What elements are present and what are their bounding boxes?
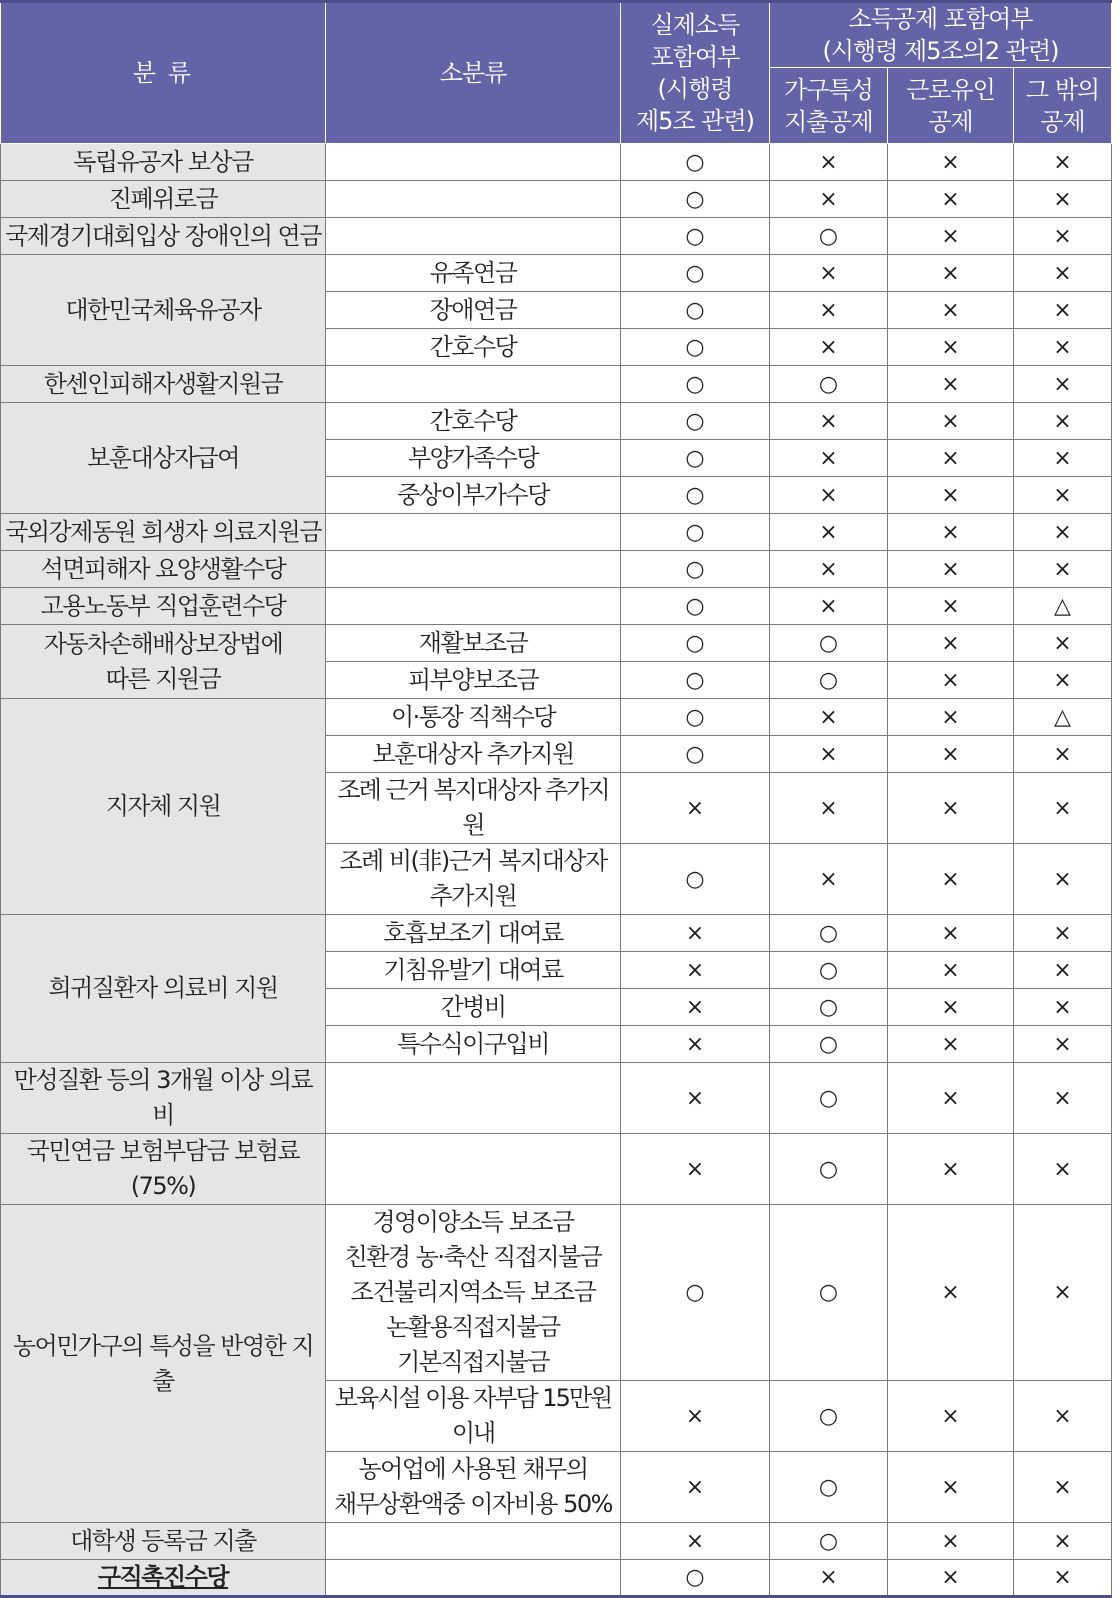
- actual-income-mark: ○: [621, 440, 770, 477]
- actual-income-mark: ×: [621, 1381, 770, 1452]
- subcategory-cell: 이·통장 직책수당: [326, 699, 621, 736]
- household-mark: ○: [770, 1205, 888, 1381]
- header-deduction-group: 소득공제 포함여부 (시행령 제5조의2 관련): [770, 2, 1112, 68]
- subcategory-cell: 기침유발기 대여료: [326, 952, 621, 989]
- table-row: [1, 144, 1112, 181]
- work-mark: ×: [888, 1560, 1014, 1597]
- actual-income-mark: ×: [621, 1026, 770, 1063]
- actual-income-mark: ×: [621, 1063, 770, 1134]
- table-row: [1, 1205, 1112, 1381]
- work-mark: ×: [888, 144, 1014, 181]
- actual-income-mark: ×: [621, 915, 770, 952]
- table-row: [1, 366, 1112, 403]
- actual-income-mark: ○: [621, 181, 770, 218]
- subcategory-cell: 보육시설 이용 자부담 15만원 이내: [326, 1381, 621, 1452]
- actual-income-mark: ○: [621, 699, 770, 736]
- actual-income-mark: ○: [621, 662, 770, 699]
- table-row: [1, 1523, 1112, 1560]
- actual-income-mark: ○: [621, 1205, 770, 1381]
- category-cell: 독립유공자 보상금: [1, 144, 326, 181]
- other-mark: ×: [1014, 1381, 1112, 1452]
- work-mark: ×: [888, 773, 1014, 844]
- work-mark: ×: [888, 1134, 1014, 1205]
- category-cell: 한센인피해자생활지원금: [1, 366, 326, 403]
- table-row: [1, 181, 1112, 218]
- household-mark: ×: [770, 292, 888, 329]
- table-row: [1, 551, 1112, 588]
- table-row: [1, 588, 1112, 625]
- other-mark: ×: [1014, 366, 1112, 403]
- actual-income-mark: ×: [621, 952, 770, 989]
- actual-income-mark: ○: [621, 292, 770, 329]
- actual-income-mark: ○: [621, 736, 770, 773]
- work-mark: ×: [888, 440, 1014, 477]
- other-mark: ×: [1014, 144, 1112, 181]
- other-mark: ×: [1014, 440, 1112, 477]
- subcategory-cell: [326, 181, 621, 218]
- household-mark: ○: [770, 662, 888, 699]
- category-cell: 진폐위로금: [1, 181, 326, 218]
- household-mark: ×: [770, 477, 888, 514]
- actual-income-mark: ×: [621, 1452, 770, 1523]
- other-mark: ×: [1014, 292, 1112, 329]
- household-mark: ○: [770, 1381, 888, 1452]
- household-mark: ○: [770, 1026, 888, 1063]
- other-mark: ×: [1014, 1134, 1112, 1205]
- other-mark: ×: [1014, 625, 1112, 662]
- other-mark: ×: [1014, 915, 1112, 952]
- work-mark: ×: [888, 551, 1014, 588]
- table-row: [1, 1134, 1112, 1205]
- work-mark: ×: [888, 1452, 1014, 1523]
- category-cell: 대한민국체육유공자: [1, 255, 326, 366]
- work-mark: ×: [888, 662, 1014, 699]
- header-actual-income: 실제소득 포함여부 (시행령 제5조 관련): [621, 2, 770, 144]
- actual-income-mark: ×: [621, 1523, 770, 1560]
- work-mark: ×: [888, 1523, 1014, 1560]
- other-mark: ×: [1014, 989, 1112, 1026]
- work-mark: ×: [888, 1381, 1014, 1452]
- work-mark: ×: [888, 329, 1014, 366]
- actual-income-mark: ×: [621, 773, 770, 844]
- work-mark: ×: [888, 844, 1014, 915]
- category-cell: 국외강제동원 희생자 의료지원금: [1, 514, 326, 551]
- work-mark: ×: [888, 625, 1014, 662]
- subcategory-cell: [326, 144, 621, 181]
- category-cell: 대학생 등록금 지출: [1, 1523, 326, 1560]
- other-mark: ×: [1014, 736, 1112, 773]
- actual-income-mark: ×: [621, 1134, 770, 1205]
- work-mark: ×: [888, 989, 1014, 1026]
- household-mark: ×: [770, 773, 888, 844]
- subcategory-cell: [326, 1134, 621, 1205]
- job-seeking-allowance-label: 구직촉진수당: [97, 1563, 229, 1591]
- subcategory-cell: 조례 비(非)근거 복지대상자 추가지원: [326, 844, 621, 915]
- subcategory-cell: [326, 514, 621, 551]
- actual-income-mark: ○: [621, 514, 770, 551]
- actual-income-mark: ○: [621, 255, 770, 292]
- work-mark: ×: [888, 218, 1014, 255]
- subcategory-cell: 조례 근거 복지대상자 추가지원: [326, 773, 621, 844]
- household-mark: ×: [770, 844, 888, 915]
- work-mark: ×: [888, 915, 1014, 952]
- category-cell: 만성질환 등의 3개월 이상 의료비: [1, 1063, 326, 1134]
- actual-income-mark: ○: [621, 1560, 770, 1597]
- subcategory-cell: 경영이양소득 보조금 친환경 농·축산 직접지불금 조건불리지역소득 보조금 논활용직접지불금 기본직접지불금: [326, 1205, 621, 1381]
- other-mark: △: [1014, 588, 1112, 625]
- actual-income-mark: ○: [621, 366, 770, 403]
- subcategory-cell: 부양가족수당: [326, 440, 621, 477]
- subcategory-cell: 장애연금: [326, 292, 621, 329]
- actual-income-mark: ○: [621, 477, 770, 514]
- table-row: [1, 625, 1112, 662]
- header-other-deduction: 그 밖의 공제: [1014, 68, 1112, 144]
- table-row: [1, 255, 1112, 292]
- actual-income-mark: ○: [621, 403, 770, 440]
- household-mark: ×: [770, 514, 888, 551]
- other-mark: ×: [1014, 1560, 1112, 1597]
- household-mark: ×: [770, 551, 888, 588]
- work-mark: ×: [888, 255, 1014, 292]
- other-mark: ×: [1014, 477, 1112, 514]
- other-mark: ×: [1014, 514, 1112, 551]
- table-row: [1, 514, 1112, 551]
- work-mark: ×: [888, 514, 1014, 551]
- category-cell: 지자체 지원: [1, 699, 326, 915]
- table-row: [1, 699, 1112, 736]
- household-mark: ○: [770, 1063, 888, 1134]
- actual-income-mark: ○: [621, 588, 770, 625]
- household-mark: ○: [770, 366, 888, 403]
- header-subcategory: 소분류: [326, 2, 621, 144]
- actual-income-mark: ○: [621, 551, 770, 588]
- work-mark: ×: [888, 1205, 1014, 1381]
- subcategory-cell: [326, 1560, 621, 1597]
- work-mark: ×: [888, 699, 1014, 736]
- household-mark: ×: [770, 181, 888, 218]
- actual-income-mark: ○: [621, 218, 770, 255]
- category-cell: 자동차손해배상보장법에 따른 지원금: [1, 625, 326, 699]
- actual-income-mark: ○: [621, 144, 770, 181]
- actual-income-mark: ○: [621, 844, 770, 915]
- other-mark: ×: [1014, 1026, 1112, 1063]
- work-mark: ×: [888, 1026, 1014, 1063]
- work-mark: ×: [888, 952, 1014, 989]
- household-mark: ○: [770, 915, 888, 952]
- subcategory-cell: 농어업에 사용된 채무의 채무상환액중 이자비용 50%: [326, 1452, 621, 1523]
- table-row: [1, 915, 1112, 952]
- category-cell: 석면피해자 요양생활수당: [1, 551, 326, 588]
- table-row: [1, 218, 1112, 255]
- other-mark: ×: [1014, 255, 1112, 292]
- category-cell: 보훈대상자급여: [1, 403, 326, 514]
- subcategory-cell: [326, 218, 621, 255]
- household-mark: ×: [770, 329, 888, 366]
- header-category: 분 류: [1, 2, 326, 144]
- work-mark: ×: [888, 366, 1014, 403]
- household-mark: ×: [770, 699, 888, 736]
- work-mark: ×: [888, 403, 1014, 440]
- work-mark: ×: [888, 736, 1014, 773]
- table-row: [1, 1063, 1112, 1134]
- work-mark: ×: [888, 588, 1014, 625]
- work-mark: ×: [888, 477, 1014, 514]
- household-mark: ○: [770, 989, 888, 1026]
- household-mark: ○: [770, 1452, 888, 1523]
- subcategory-cell: 재활보조금: [326, 625, 621, 662]
- household-mark: ×: [770, 1560, 888, 1597]
- household-mark: ×: [770, 588, 888, 625]
- work-mark: ×: [888, 292, 1014, 329]
- subcategory-cell: 간호수당: [326, 329, 621, 366]
- other-mark: ×: [1014, 1452, 1112, 1523]
- household-mark: ×: [770, 736, 888, 773]
- actual-income-mark: ○: [621, 625, 770, 662]
- table-row: [1, 403, 1112, 440]
- subcategory-cell: 피부양보조금: [326, 662, 621, 699]
- header-work-incentive: 근로유인 공제: [888, 68, 1014, 144]
- subcategory-cell: 특수식이구입비: [326, 1026, 621, 1063]
- work-mark: ×: [888, 181, 1014, 218]
- household-mark: ○: [770, 952, 888, 989]
- other-mark: ×: [1014, 1523, 1112, 1560]
- subcategory-cell: [326, 588, 621, 625]
- subcategory-cell: 유족연금: [326, 255, 621, 292]
- other-mark: ×: [1014, 551, 1112, 588]
- actual-income-mark: ×: [621, 989, 770, 1026]
- other-mark: ×: [1014, 844, 1112, 915]
- household-mark: ×: [770, 403, 888, 440]
- other-mark: ×: [1014, 1063, 1112, 1134]
- other-mark: ×: [1014, 1205, 1112, 1381]
- household-mark: ○: [770, 625, 888, 662]
- other-mark: ×: [1014, 662, 1112, 699]
- household-mark: ×: [770, 144, 888, 181]
- subcategory-cell: 호흡보조기 대여료: [326, 915, 621, 952]
- table-row: [1, 1560, 1112, 1597]
- category-cell: 국민연금 보험부담금 보험료 (75%): [1, 1134, 326, 1205]
- subcategory-cell: 간병비: [326, 989, 621, 1026]
- subcategory-cell: [326, 551, 621, 588]
- subcategory-cell: [326, 366, 621, 403]
- subcategory-cell: 보훈대상자 추가지원: [326, 736, 621, 773]
- actual-income-mark: ○: [621, 329, 770, 366]
- other-mark: ×: [1014, 403, 1112, 440]
- header-household-deduction: 가구특성 지출공제: [770, 68, 888, 144]
- household-mark: ○: [770, 1523, 888, 1560]
- other-mark: ×: [1014, 773, 1112, 844]
- household-mark: ×: [770, 255, 888, 292]
- category-cell: 고용노동부 직업훈련수당: [1, 588, 326, 625]
- category-cell: 희귀질환자 의료비 지원: [1, 915, 326, 1063]
- category-cell: 농어민가구의 특성을 반영한 지출: [1, 1205, 326, 1523]
- household-mark: ○: [770, 1134, 888, 1205]
- other-mark: ×: [1014, 952, 1112, 989]
- household-mark: ×: [770, 440, 888, 477]
- household-mark: ○: [770, 218, 888, 255]
- subcategory-cell: 간호수당: [326, 403, 621, 440]
- work-mark: ×: [888, 1063, 1014, 1134]
- subcategory-cell: [326, 1523, 621, 1560]
- category-cell: 국제경기대회입상 장애인의 연금: [1, 218, 326, 255]
- other-mark: ×: [1014, 329, 1112, 366]
- subcategory-cell: [326, 1063, 621, 1134]
- subcategory-cell: 중상이부가수당: [326, 477, 621, 514]
- other-mark: ×: [1014, 218, 1112, 255]
- other-mark: ×: [1014, 181, 1112, 218]
- category-cell: [1, 1560, 326, 1597]
- other-mark: △: [1014, 699, 1112, 736]
